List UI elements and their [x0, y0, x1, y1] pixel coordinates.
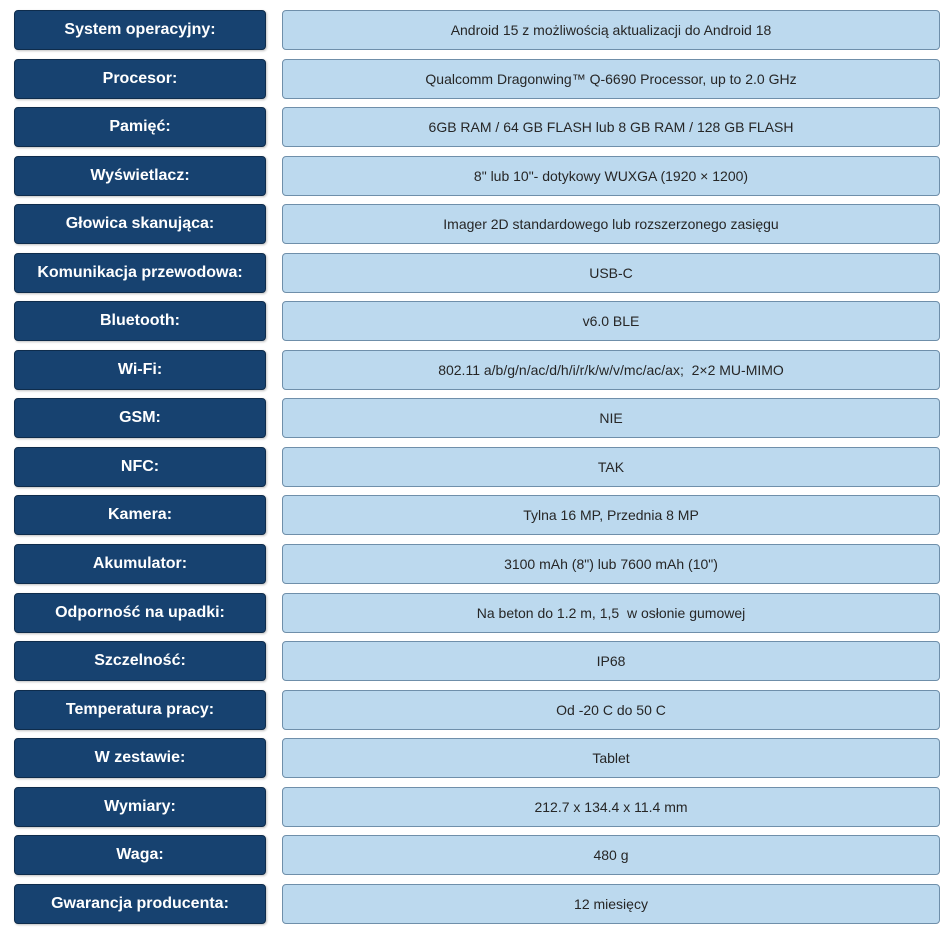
- spec-label: Kamera:: [14, 495, 266, 535]
- spec-row: [14, 350, 942, 390]
- spec-row: [14, 253, 942, 293]
- spec-value: IP68: [282, 641, 940, 681]
- spec-label: NFC:: [14, 447, 266, 487]
- spec-label: W zestawie:: [14, 738, 266, 778]
- spec-row: [14, 593, 942, 633]
- spec-row: [14, 10, 942, 50]
- spec-label: Szczelność:: [14, 641, 266, 681]
- spec-row: [14, 641, 942, 681]
- spec-label: GSM:: [14, 398, 266, 438]
- spec-label: Waga:: [14, 835, 266, 875]
- spec-value: TAK: [282, 447, 940, 487]
- spec-row: [14, 59, 942, 99]
- spec-table: [14, 10, 942, 932]
- spec-row: [14, 447, 942, 487]
- spec-row: [14, 107, 942, 147]
- spec-label: Komunikacja przewodowa:: [14, 253, 266, 293]
- spec-value: 212.7 x 134.4 x 11.4 mm: [282, 787, 940, 827]
- spec-row: [14, 835, 942, 875]
- spec-value: 480 g: [282, 835, 940, 875]
- spec-value: Android 15 z możliwością aktualizacji do Android 18: [282, 10, 940, 50]
- spec-label: Pamięć:: [14, 107, 266, 147]
- spec-value: Imager 2D standardowego lub rozszerzonego zasięgu: [282, 204, 940, 244]
- spec-row: [14, 787, 942, 827]
- spec-value: Qualcomm Dragonwing™ Q-6690 Processor, up to 2.0 GHz: [282, 59, 940, 99]
- spec-row: [14, 495, 942, 535]
- spec-value: Tablet: [282, 738, 940, 778]
- spec-value: v6.0 BLE: [282, 301, 940, 341]
- spec-value: Na beton do 1.2 m, 1,5 w osłonie gumowej: [282, 593, 940, 633]
- spec-value: 12 miesięcy: [282, 884, 940, 924]
- spec-value: NIE: [282, 398, 940, 438]
- spec-value: Tylna 16 MP, Przednia 8 MP: [282, 495, 940, 535]
- spec-value: 6GB RAM / 64 GB FLASH lub 8 GB RAM / 128 GB FLASH: [282, 107, 940, 147]
- spec-value: Od -20 C do 50 C: [282, 690, 940, 730]
- spec-row: [14, 204, 942, 244]
- spec-label: Procesor:: [14, 59, 266, 99]
- spec-label: Gwarancja producenta:: [14, 884, 266, 924]
- spec-value: 802.11 a/b/g/n/ac/d/h/i/r/k/w/v/mc/ac/ax; 2×2 MU-MIMO: [282, 350, 940, 390]
- spec-value: USB-C: [282, 253, 940, 293]
- spec-label: Temperatura pracy:: [14, 690, 266, 730]
- spec-row: [14, 398, 942, 438]
- spec-label: Głowica skanująca:: [14, 204, 266, 244]
- spec-row: [14, 301, 942, 341]
- spec-value: 8" lub 10"- dotykowy WUXGA (1920 × 1200): [282, 156, 940, 196]
- spec-label: Wi-Fi:: [14, 350, 266, 390]
- spec-label: System operacyjny:: [14, 10, 266, 50]
- spec-row: [14, 738, 942, 778]
- spec-label: Bluetooth:: [14, 301, 266, 341]
- spec-label: Odporność na upadki:: [14, 593, 266, 633]
- spec-label: Wymiary:: [14, 787, 266, 827]
- spec-row: [14, 544, 942, 584]
- spec-label: Wyświetlacz:: [14, 156, 266, 196]
- spec-label: Akumulator:: [14, 544, 266, 584]
- spec-value: 3100 mAh (8") lub 7600 mAh (10"): [282, 544, 940, 584]
- spec-row: [14, 156, 942, 196]
- spec-row: [14, 690, 942, 730]
- spec-row: [14, 884, 942, 924]
